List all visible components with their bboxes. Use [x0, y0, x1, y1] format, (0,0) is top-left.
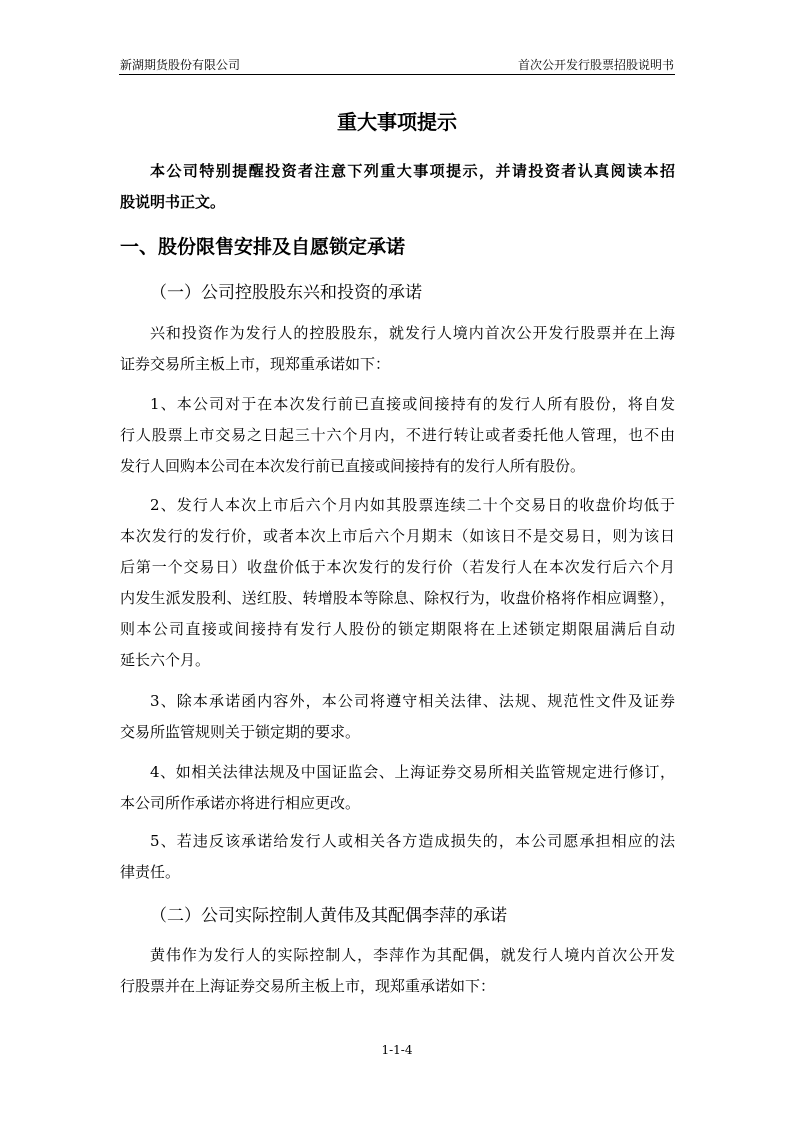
- subsection-2-heading: （二）公司实际控制人黄伟及其配偶李萍的承诺: [150, 906, 507, 926]
- line: 延长六个月。: [120, 651, 211, 669]
- line: 行股票并在上海证券交易所主板上市，现郑重承诺如下：: [120, 977, 496, 995]
- line: 发行人回购本公司在本次发行前已直接或间接持有的发行人所有股份。: [120, 457, 586, 475]
- line: 1、本公司对于在本次发行前已直接或间接持有的发行人所有股份，将自发: [150, 395, 675, 413]
- notice-paragraph: [120, 156, 675, 218]
- notice-line-2: 股说明书正文。: [120, 193, 226, 211]
- sub2-intro: [120, 940, 675, 1002]
- sub1-item-2: [120, 490, 675, 676]
- subsection-1-heading: （一）公司控股股东兴和投资的承诺: [150, 283, 422, 303]
- line: 本公司所作承诺亦将进行相应更改。: [120, 794, 361, 812]
- line: 黄伟作为发行人的实际控制人，李萍作为其配偶，就发行人境内首次公开发: [150, 946, 675, 964]
- line: 2、发行人本次上市后六个月内如其股票连续二十个交易日的收盘价均低于: [150, 496, 675, 514]
- section-1-heading: 一、股份限售安排及自愿锁定承诺: [120, 236, 406, 258]
- header-doc-title: 首次公开发行股票招股说明书: [517, 58, 674, 72]
- line: 3、除本承诺函内容外，本公司将遵守相关法律、法规、规范性文件及证券: [150, 692, 675, 710]
- line: 4、如相关法律法规及中国证监会、上海证券交易所相关监管规定进行修订，: [150, 763, 675, 781]
- line: 行人股票上市交易之日起三十六个月内，不进行转让或者委托他人管理，也不由: [120, 426, 675, 444]
- line: 后第一个交易日）收盘价低于本次发行的发行价（若发行人在本次发行后六个月: [120, 558, 675, 576]
- sub1-intro: [120, 318, 675, 380]
- notice-line-1: 本公司特别提醒投资者注意下列重大事项提示，并请投资者认真阅读本招: [150, 162, 675, 180]
- header-company: 新湖期货股份有限公司: [120, 58, 241, 72]
- sub1-item-1: [120, 389, 675, 482]
- sub1-item-3: [120, 686, 675, 748]
- line: 交易所监管规则关于锁定期的要求。: [120, 723, 361, 741]
- page-title: 重大事项提示: [337, 110, 457, 134]
- sub1-item-4: [120, 757, 675, 819]
- line: 证券交易所主板上市，现郑重承诺如下：: [120, 355, 391, 373]
- line: 本次发行的发行价，或者本次上市后六个月期末（如该日不是交易日，则为该日: [120, 527, 675, 545]
- line: 兴和投资作为发行人的控股股东，就发行人境内首次公开发行股票并在上海: [150, 324, 675, 342]
- line: 5、若违反该承诺给发行人或相关各方造成损失的，本公司愿承担相应的法: [150, 832, 675, 850]
- page-number: 1-1-4: [381, 1043, 413, 1057]
- line: 内发生派发股利、送红股、转增股本等除息、除权行为，收盘价格将作相应调整），: [120, 589, 675, 607]
- header-rule: [119, 74, 675, 75]
- line: 则本公司直接或间接持有发行人股份的锁定期限将在上述锁定期限届满后自动: [120, 620, 675, 638]
- line: 律责任。: [120, 863, 181, 881]
- sub1-item-5: [120, 826, 675, 888]
